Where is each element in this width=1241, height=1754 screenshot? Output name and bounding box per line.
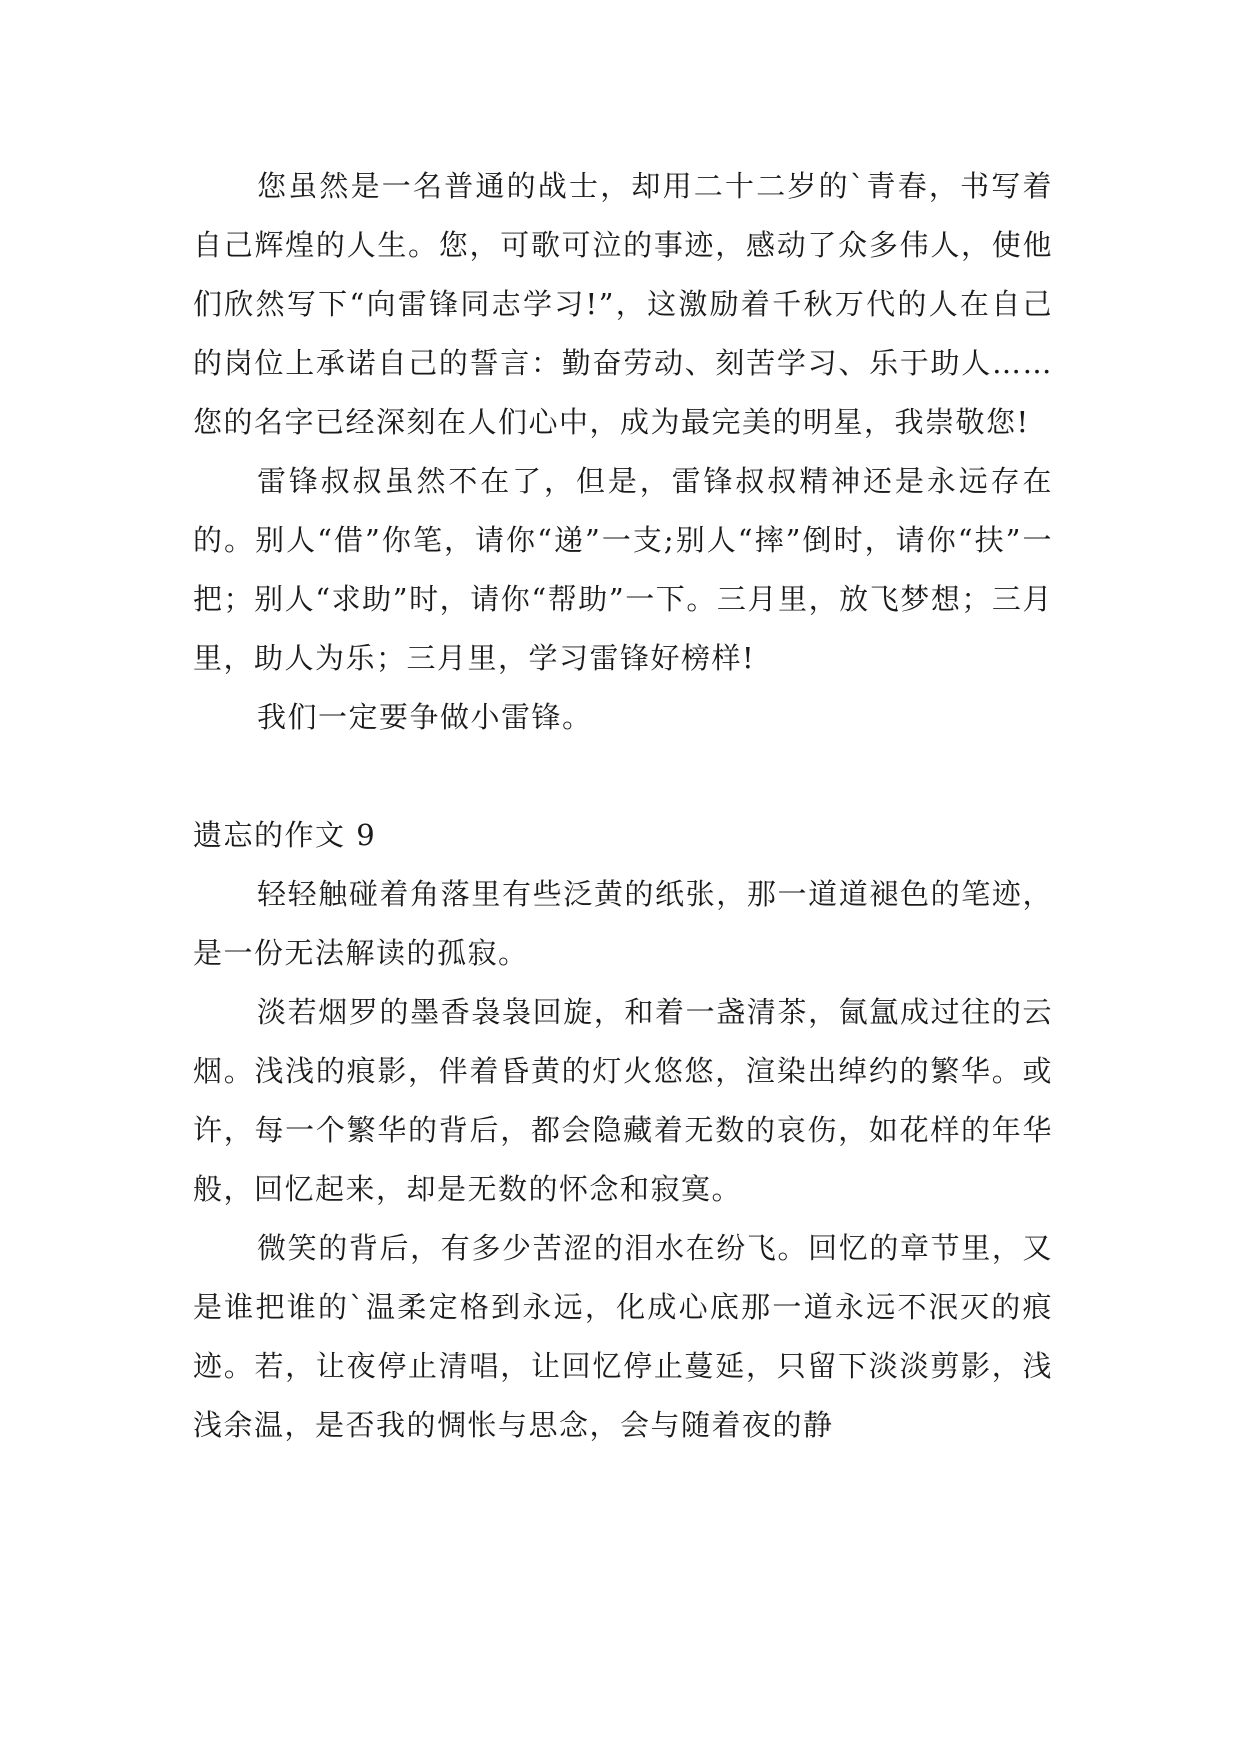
paragraph: 微笑的背后，有多少苦涩的泪水在纷飞。回忆的章节里，又是谁把谁的`温柔定格到永远，化成心底那一道永远不泯灭的痕迹。若，让夜停止清唱，让回忆停止蔓延，只留下淡淡剪影，浅浅余温，是否我的惆怅与思念，会与随着夜的静 <box>193 1231 1053 1442</box>
paragraph: 雷锋叔叔虽然不在了，但是，雷锋叔叔精神还是永远存在的。别人“借”你笔，请你“递”一支;别人“摔”倒时，请你“扶”一把；别人“求助”时，请你“帮助”一下。三月里，放飞梦想；三月里，助人为乐；三月里，学习雷锋好榜样! <box>193 464 1053 675</box>
document-body <box>193 157 1053 1455</box>
section-heading: 遗忘的作文 9 <box>193 818 377 852</box>
paragraph: 淡若烟罗的墨香袅袅回旋，和着一盏清茶，氤氲成过往的云烟。浅浅的痕影，伴着昏黄的灯火悠悠，渲染出绰约的繁华。或许，每一个繁华的背后，都会隐藏着无数的哀伤，如花样的年华般，回忆起来，却是无数的怀念和寂寞。 <box>193 995 1053 1206</box>
paragraph: 您虽然是一名普通的战士，却用二十二岁的`青春，书写着自己辉煌的人生。您，可歌可泣的事迹，感动了众多伟人，使他们欣然写下“向雷锋同志学习!”，这激励着千秋万代的人在自己的岗位上承诺自己的誓言：勤奋劳动、刻苦学习、乐于助人……您的名字已经深刻在人们心中，成为最完美的明星，我崇敬您! <box>193 169 1053 439</box>
paragraph: 轻轻触碰着角落里有些泛黄的纸张，那一道道褪色的笔迹，是一份无法解读的孤寂。 <box>193 877 1053 970</box>
blank-line <box>193 747 1053 806</box>
paragraph: 我们一定要争做小雷锋。 <box>257 700 593 734</box>
